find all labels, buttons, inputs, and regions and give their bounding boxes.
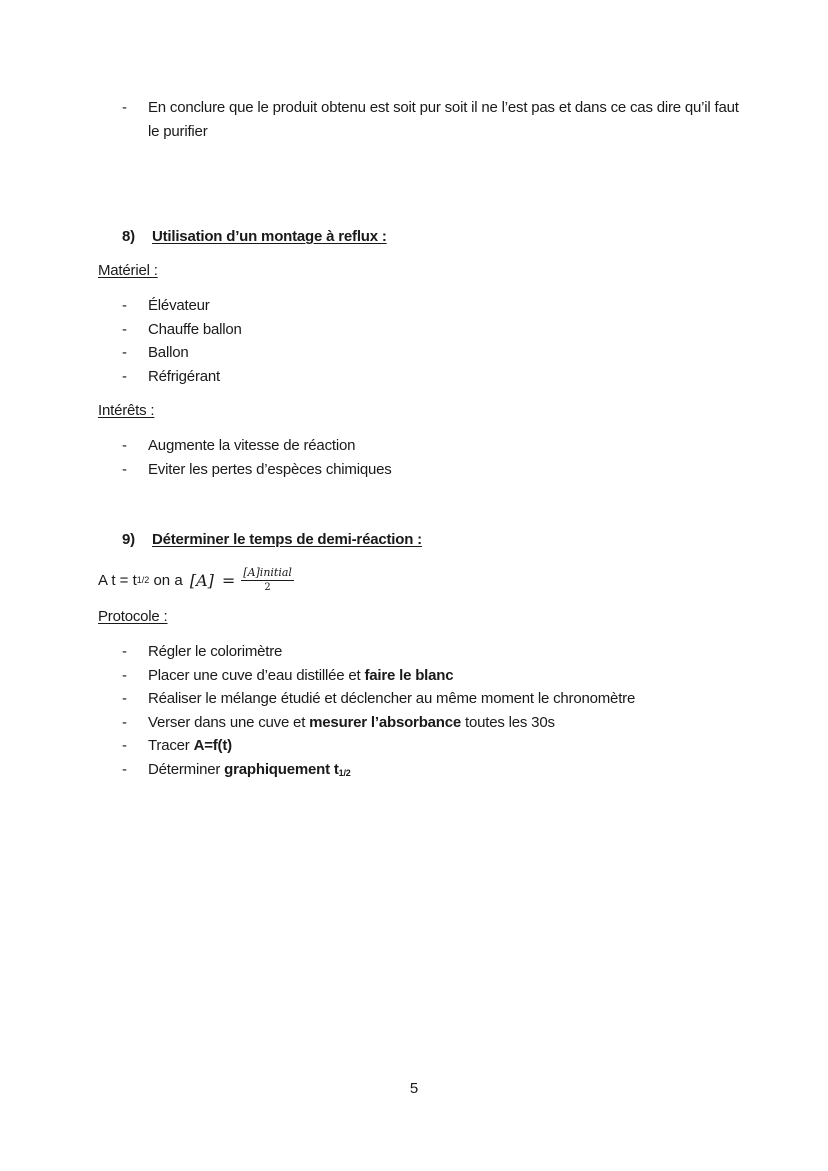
list-item <box>122 434 392 458</box>
bullet-dash: - <box>122 460 127 478</box>
list-item-text: Régler le colorimètre <box>148 643 283 660</box>
list-item <box>122 318 242 342</box>
list-item <box>122 734 635 758</box>
list-item-emphasis: A=f(t) <box>193 737 232 754</box>
list-item <box>122 758 635 782</box>
list-item-text: Déterminer <box>148 760 225 778</box>
bullet-dash: - <box>122 344 127 361</box>
bullet-dash: - <box>122 643 127 660</box>
bullet-dash: - <box>122 760 127 778</box>
list-item-subscript: 1/2 <box>338 767 351 778</box>
list-item-text-post: toutes les 30s <box>461 713 555 731</box>
section-9-title: Déterminer le temps de demi-réaction : <box>151 531 422 548</box>
list-item-emphasis: graphiquement t <box>224 760 339 778</box>
fraction-numerator: [A]initial <box>243 566 292 579</box>
bullet-dash: - <box>122 437 127 454</box>
interets-list <box>122 434 392 481</box>
bullet-dash: - <box>122 320 127 338</box>
list-item-text: Réfrigérant <box>148 367 221 385</box>
section-8-number: 8) <box>122 228 135 245</box>
list-item <box>122 458 392 482</box>
list-item-text: Eviter les pertes d’espèces chimiques <box>148 460 392 478</box>
intro-bullet-text: En conclure que le produit obtenu est soit pur soit il ne l’est pas et dans ce cas dire qu’il faut le purifier <box>148 99 739 140</box>
protocole-label: Protocole : <box>98 608 168 625</box>
list-item <box>122 687 635 711</box>
materiel-list <box>122 294 242 388</box>
intro-bullet <box>122 96 742 144</box>
list-item-text: Tracer <box>148 737 194 754</box>
list-item-text: Chauffe ballon <box>148 320 242 338</box>
page-number: 5 <box>409 1080 419 1097</box>
interets-label: Intérêts : <box>98 402 155 419</box>
bullet-dash: - <box>122 666 127 684</box>
list-item-text: Élévateur <box>148 297 210 314</box>
bullet-dash: - <box>122 713 127 731</box>
formula-sub: 1/2 <box>136 575 150 585</box>
formula-equals: = <box>221 570 236 590</box>
bullet-dash: - <box>122 367 127 385</box>
list-item-emphasis: faire le blanc <box>364 666 454 684</box>
list-item-text: Ballon <box>148 344 189 361</box>
formula-lhs: [A] <box>189 570 214 590</box>
list-item <box>122 711 635 735</box>
section-9-number: 9) <box>122 531 135 548</box>
list-item-emphasis: mesurer l’absorbance <box>309 713 462 731</box>
bullet-dash: - <box>122 690 127 707</box>
list-item-text: Réaliser le mélange étudié et déclencher au même moment le chronomètre <box>148 690 636 707</box>
list-item-text: Augmente la vitesse de réaction <box>148 437 356 454</box>
list-item-text: Placer une cuve d’eau distillée et <box>148 666 365 684</box>
section-9-heading <box>122 529 422 551</box>
half-life-formula <box>98 562 294 598</box>
list-item <box>122 294 242 318</box>
protocole-list <box>122 640 635 781</box>
list-item <box>122 365 242 389</box>
list-item <box>122 341 242 365</box>
bullet-dash: - <box>122 737 127 754</box>
section-8-title: Utilisation d’un montage à reflux : <box>151 228 387 245</box>
bullet-dash: - <box>122 99 127 116</box>
formula-fraction <box>241 566 294 594</box>
list-item <box>122 664 635 688</box>
formula-prefix: A t = t <box>98 571 137 589</box>
bullet-dash: - <box>122 297 127 314</box>
list-item-text: Verser dans une cuve et <box>148 713 310 731</box>
materiel-label: Matériel : <box>98 262 158 279</box>
fraction-denominator: 2 <box>264 582 271 593</box>
formula-mid: on a <box>149 571 187 589</box>
section-8-heading <box>122 226 387 248</box>
list-item <box>122 640 635 664</box>
